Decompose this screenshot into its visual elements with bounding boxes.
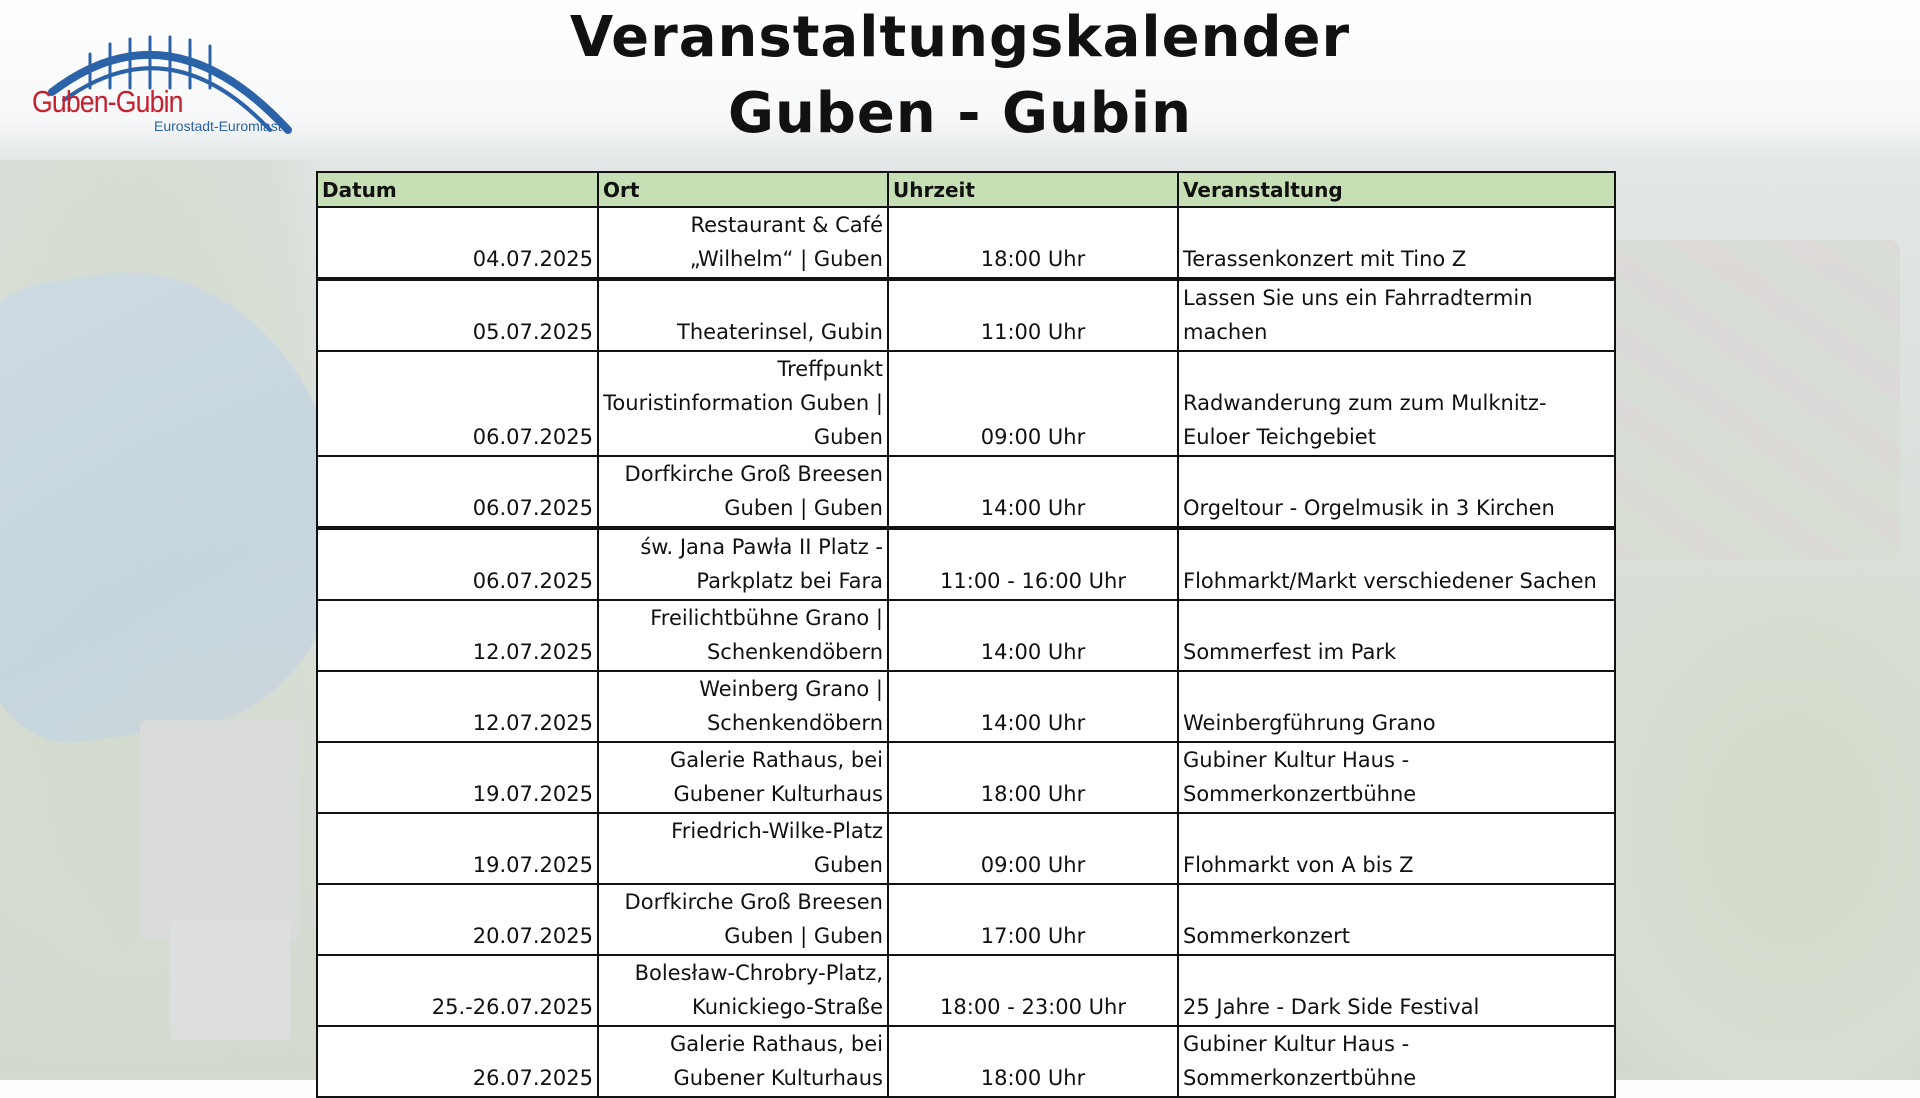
cell-veranstaltung: Gubiner Kultur Haus - Sommerkonzertbühne	[1178, 742, 1615, 813]
cell-datum: 20.07.2025	[317, 884, 598, 955]
cell-ort: Restaurant & Café „Wilhelm“ | Guben	[598, 207, 888, 279]
table-row	[317, 813, 1615, 884]
cell-veranstaltung: Terassenkonzert mit Tino Z	[1178, 207, 1615, 279]
cell-ort: Treffpunkt Touristinformation Guben | Guben	[598, 351, 888, 456]
cell-uhrzeit: 11:00 - 16:00 Uhr	[888, 528, 1178, 600]
building-shape	[140, 720, 300, 940]
table-row	[317, 207, 1615, 279]
table-row	[317, 528, 1615, 600]
title-line-1: Veranstaltungskalender	[569, 5, 1351, 70]
cell-veranstaltung: 25 Jahre - Dark Side Festival	[1178, 955, 1615, 1026]
cell-uhrzeit: 18:00 Uhr	[888, 742, 1178, 813]
cell-ort: Dorfkirche Groß Breesen Guben | Guben	[598, 884, 888, 955]
guben-gubin-logo	[30, 30, 300, 140]
logo-subtitle: Eurostadt-Euromiasto	[154, 118, 290, 134]
cell-uhrzeit: 14:00 Uhr	[888, 671, 1178, 742]
table-header-row	[317, 172, 1615, 207]
cell-uhrzeit: 18:00 Uhr	[888, 1026, 1178, 1097]
cell-veranstaltung: Lassen Sie uns ein Fahrradtermin machen	[1178, 279, 1615, 351]
cell-uhrzeit: 11:00 Uhr	[888, 279, 1178, 351]
table-row	[317, 1026, 1615, 1097]
cell-datum: 06.07.2025	[317, 528, 598, 600]
cell-datum: 19.07.2025	[317, 742, 598, 813]
title-line-2: Guben - Gubin	[728, 81, 1192, 146]
table-row	[317, 456, 1615, 528]
table-row	[317, 600, 1615, 671]
event-table	[316, 171, 1616, 1098]
column-header-uhrzeit: Uhrzeit	[888, 172, 1178, 207]
cell-veranstaltung: Orgeltour - Orgelmusik in 3 Kirchen	[1178, 456, 1615, 528]
cell-uhrzeit: 18:00 - 23:00 Uhr	[888, 955, 1178, 1026]
cell-uhrzeit: 18:00 Uhr	[888, 207, 1178, 279]
column-header-datum: Datum	[317, 172, 598, 207]
cell-ort: Friedrich-Wilke-Platz Guben	[598, 813, 888, 884]
cell-ort: Weinberg Grano | Schenkendöbern	[598, 671, 888, 742]
cell-datum: 12.07.2025	[317, 671, 598, 742]
cell-veranstaltung: Flohmarkt von A bis Z	[1178, 813, 1615, 884]
cell-datum: 19.07.2025	[317, 813, 598, 884]
cell-datum: 26.07.2025	[317, 1026, 598, 1097]
event-table-container	[316, 171, 1614, 1098]
table-row	[317, 279, 1615, 351]
cell-ort: Galerie Rathaus, bei Gubener Kulturhaus	[598, 742, 888, 813]
cell-ort: Dorfkirche Groß Breesen Guben | Guben	[598, 456, 888, 528]
cell-ort: Theaterinsel, Gubin	[598, 279, 888, 351]
cell-ort: św. Jana Pawła II Platz - Parkplatz bei Fara	[598, 528, 888, 600]
logo-title: Guben-Gubin	[32, 84, 183, 119]
cell-datum: 25.-26.07.2025	[317, 955, 598, 1026]
cell-uhrzeit: 14:00 Uhr	[888, 600, 1178, 671]
table-row	[317, 884, 1615, 955]
column-header-ort: Ort	[598, 172, 888, 207]
cell-datum: 06.07.2025	[317, 351, 598, 456]
cell-uhrzeit: 09:00 Uhr	[888, 813, 1178, 884]
cell-uhrzeit: 17:00 Uhr	[888, 884, 1178, 955]
cell-datum: 04.07.2025	[317, 207, 598, 279]
cell-veranstaltung: Sommerkonzert	[1178, 884, 1615, 955]
cell-veranstaltung: Sommerfest im Park	[1178, 600, 1615, 671]
cell-datum: 06.07.2025	[317, 456, 598, 528]
table-row	[317, 742, 1615, 813]
page-title	[440, 0, 1480, 152]
table-row	[317, 671, 1615, 742]
cell-veranstaltung: Weinbergführung Grano	[1178, 671, 1615, 742]
rooftops-shape	[1600, 240, 1900, 560]
column-header-veranstaltung: Veranstaltung	[1178, 172, 1615, 207]
cell-veranstaltung: Gubiner Kultur Haus - Sommerkonzertbühne	[1178, 1026, 1615, 1097]
cell-veranstaltung: Radwanderung zum zum Mulknitz-Euloer Teichgebiet	[1178, 351, 1615, 456]
cell-ort: Bolesław-Chrobry-Platz, Kunickiego-Straße	[598, 955, 888, 1026]
table-row	[317, 351, 1615, 456]
cell-uhrzeit: 09:00 Uhr	[888, 351, 1178, 456]
cell-datum: 05.07.2025	[317, 279, 598, 351]
cell-veranstaltung: Flohmarkt/Markt verschiedener Sachen	[1178, 528, 1615, 600]
cell-ort: Galerie Rathaus, bei Gubener Kulturhaus	[598, 1026, 888, 1097]
building-shape	[170, 920, 290, 1040]
cell-datum: 12.07.2025	[317, 600, 598, 671]
cell-ort: Freilichtbühne Grano | Schenkendöbern	[598, 600, 888, 671]
cell-uhrzeit: 14:00 Uhr	[888, 456, 1178, 528]
table-row	[317, 955, 1615, 1026]
